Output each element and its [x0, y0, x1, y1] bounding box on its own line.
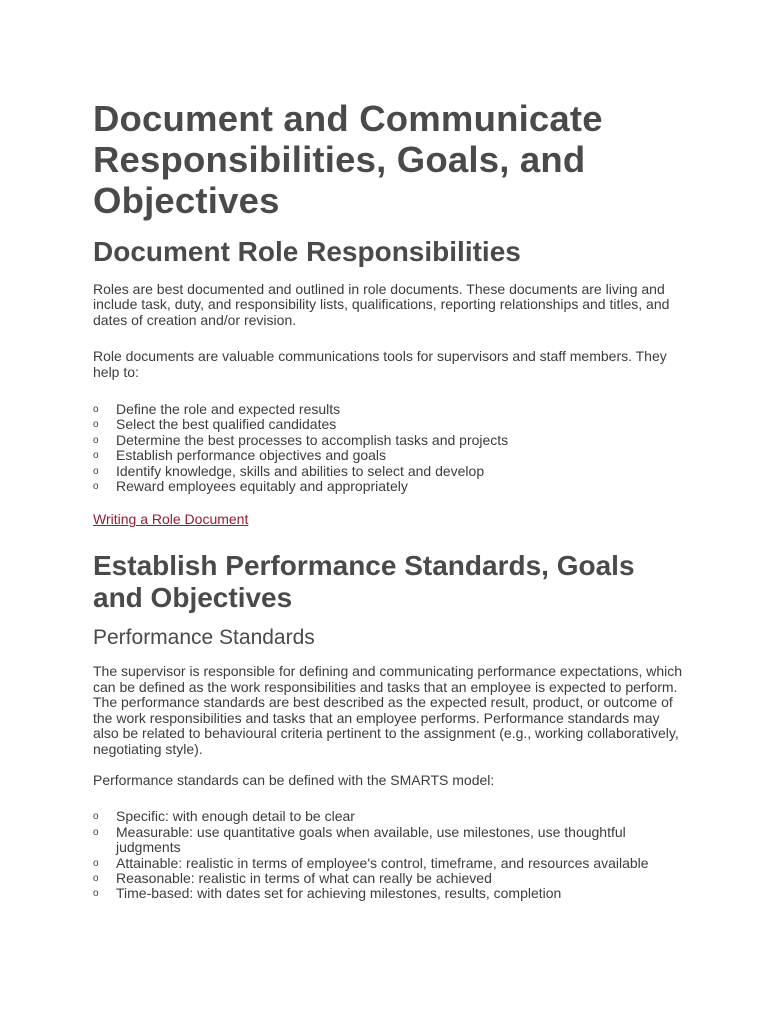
paragraph-supervisor-responsibility: The supervisor is responsible for defining and communicating performance expectations, which can be defined as the work responsibilities and tasks that an employee is expected to perform. The performance standards are best described as the expected result, product, or outcome of the work responsibilities and tasks that an employee performs. Performance standards may also be related to behavioural criteria pertinent to the assignment (e.g., working collaboratively, negotiating style). — [93, 663, 683, 757]
list-item-text: Reward employees equitably and appropriately — [116, 478, 408, 495]
list-item — [93, 856, 683, 871]
list-item — [93, 402, 683, 417]
list-item-text: Establish performance objectives and goals — [116, 447, 387, 464]
circle-bullet-icon: o — [93, 450, 99, 462]
smarts-model-list — [93, 809, 683, 901]
circle-bullet-icon: o — [93, 872, 99, 884]
paragraph-smarts-intro: Performance standards can be defined with the SMARTS model: — [93, 771, 495, 788]
list-item-text: Define the role and expected results — [116, 401, 341, 418]
list-item-text: Time-based: with dates set for achieving milestones, results, completion — [116, 885, 562, 902]
list-item-text: Determine the best processes to accomplish tasks and projects — [116, 431, 509, 448]
paragraph-role-documents: Roles are best documented and outlined in role documents. These documents are living and include task, duty, and responsibility lists, qualifications, reporting relationships and titles, and dates of creation and/or revision. — [93, 281, 670, 328]
list-item-text: Measurable: use quantitative goals when available, use milestones, use thoughtful judgments — [116, 823, 626, 856]
document-page — [93, 98, 683, 902]
writing-role-document-link[interactable]: Writing a Role Document — [93, 511, 249, 528]
list-item — [93, 479, 683, 494]
list-item-text: Reasonable: realistic in terms of what can really be achieved — [116, 869, 492, 886]
circle-bullet-icon: o — [93, 404, 99, 416]
page-title: Document and Communicate Responsibilities, Goals, and Objectives — [93, 98, 603, 221]
circle-bullet-icon: o — [93, 465, 99, 477]
paragraph-role-communications: Role documents are valuable communications tools for supervisors and staff members. They help to: — [93, 348, 667, 380]
list-item — [93, 871, 683, 886]
list-item — [93, 825, 683, 856]
circle-bullet-icon: o — [93, 419, 99, 431]
section-heading-performance-standards: Establish Performance Standards, Goals and Objectives — [93, 550, 635, 614]
circle-bullet-icon: o — [93, 857, 99, 869]
list-item — [93, 433, 683, 448]
list-item-text: Specific: with enough detail to be clear — [116, 808, 355, 825]
list-item — [93, 417, 683, 432]
list-item — [93, 448, 683, 463]
circle-bullet-icon: o — [93, 481, 99, 493]
list-item — [93, 464, 683, 479]
section-heading-role-responsibilities: Document Role Responsibilities — [93, 236, 521, 267]
list-item — [93, 886, 683, 901]
list-item-text: Identify knowledge, skills and abilities to select and develop — [116, 462, 485, 479]
list-item-text: Attainable: realistic in terms of employee's control, timeframe, and resources available — [116, 854, 649, 871]
circle-bullet-icon: o — [93, 888, 99, 900]
subsection-heading-performance-standards: Performance Standards — [93, 626, 315, 650]
role-benefits-list — [93, 402, 683, 494]
list-item — [93, 809, 683, 824]
circle-bullet-icon: o — [93, 826, 99, 838]
list-item-text: Select the best qualified candidates — [116, 416, 337, 433]
circle-bullet-icon: o — [93, 811, 99, 823]
circle-bullet-icon: o — [93, 434, 99, 446]
